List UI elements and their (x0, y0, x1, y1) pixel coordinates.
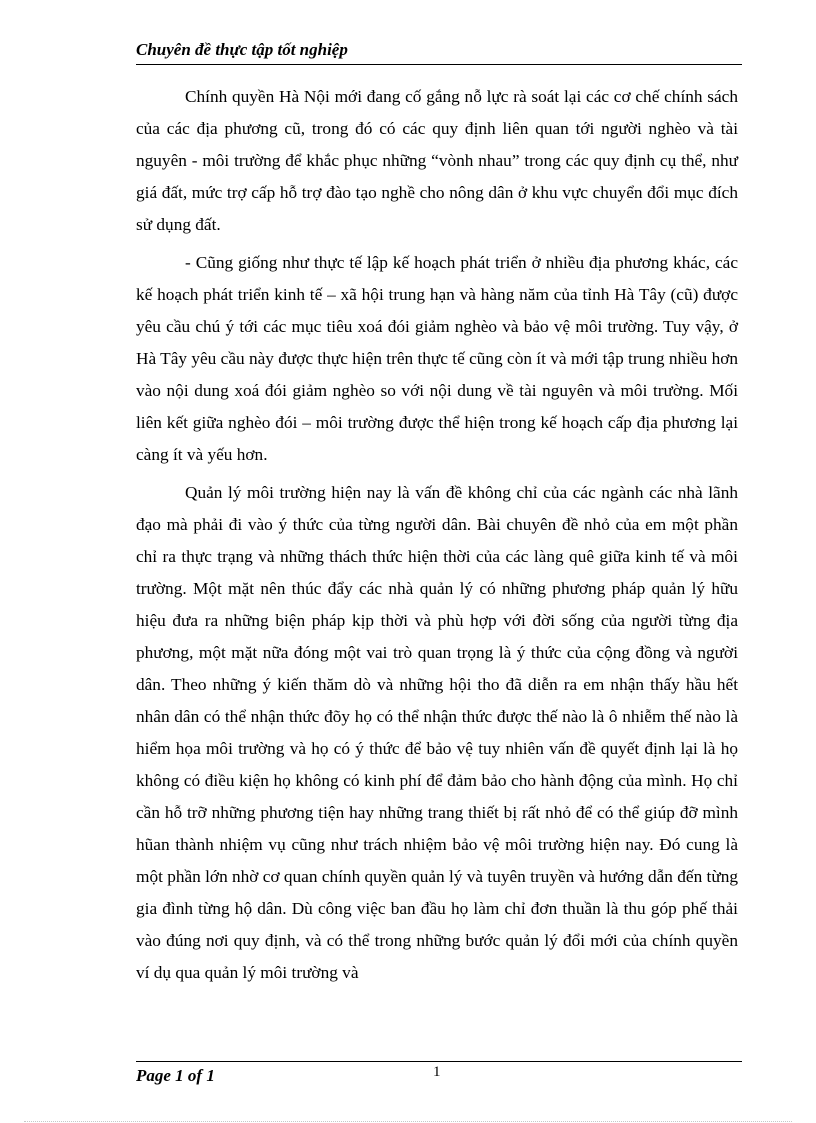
header-title: Chuyên đề thực tập tốt nghiệp (136, 40, 348, 59)
body-paragraph: - Cũng giống như thực tế lập kế hoạch phát triển ở nhiều địa phương khác, các kế hoạch phát triển kinh tế – xã hội trung hạn và hàng năm của tỉnh Hà Tây (cũ) được yêu cầu chú ý tới các mục tiêu xoá đói giảm nghèo và bảo vệ môi trường. Tuy vậy, ở Hà Tây yêu cầu này được thực hiện trên thực tế cũng còn ít và mới tập trung nhiều hơn vào nội dung xoá đói giảm nghèo so với nội dung về tài nguyên và môi trường. Mối liên kết giữa nghèo đói – môi trường được thể hiện trong kế hoạch cấp địa phương lại càng ít và yếu hơn. (136, 253, 738, 464)
page-bottom-edge (24, 1121, 792, 1122)
document-body (136, 81, 738, 995)
footer-page-label: Page 1 of 1 (136, 1066, 215, 1085)
footer-page-number: 1 (433, 1064, 441, 1080)
page-header (136, 38, 742, 65)
body-paragraph: Chính quyền Hà Nội mới đang cố gắng nỗ lực rà soát lại các cơ chế chính sách của các địa phương cũ, trong đó có các quy định liên quan tới người nghèo và tài nguyên - môi trường để khắc phục những “vònh nhau” trong các quy định cụ thể, như giá đất, mức trợ cấp hỗ trợ đào tạo nghề cho nông dân ở khu vực chuyển đổi mục đích sử dụng đất. (136, 87, 738, 234)
footer-divider (136, 1061, 742, 1062)
body-paragraph: Quản lý môi trường hiện nay là vấn đề không chỉ của các ngành các nhà lãnh đạo mà phải đi vào ý thức của từng người dân. Bài chuyên đề nhỏ của em một phần chỉ ra thực trạng và những thách thức hiện thời của các làng quê giữa kinh tế và môi trường. Một mặt nên thúc đẩy các nhà quản lý có những phương pháp quản lý hữu hiệu đưa ra những biện pháp kịp thời và phù hợp với đời sống của người từng địa phương, một mặt nữa đóng một vai trò quan trọng là ý thức của cộng đồng và người dân. Theo những ý kiến thăm dò và những hội tho đã diễn ra em nhận thấy hầu hết nhân dân có thể nhận thức đõy họ có thể nhận thức được thế nào là ô nhiễm thế nào là hiểm họa môi trường và họ có ý thức để bảo vệ tuy nhiên vấn đề quyết định lại là họ không có điều kiện họ không có kinh phí để đảm bảo cho hành động của mình. Họ chỉ cần hỗ trỡ những phương tiện hay những trang thiết bị rất nhỏ để có thể giúp đỡ mình hũan thành nhiệm vụ cũng như trách nhiệm bảo vệ môi trường hiện nay. Đó cung là một phần lớn nhờ cơ quan chính quyền quản lý và tuyên truyền và hướng dẫn đến từng gia đình từng hộ dân. Dù công việc ban đầu họ làm chỉ đơn thuần là thu góp phế thải vào đúng nơi quy định, và có thể trong những bước quản lý đổi mới của chính quyền ví dụ qua quản lý môi trường và (136, 483, 738, 982)
